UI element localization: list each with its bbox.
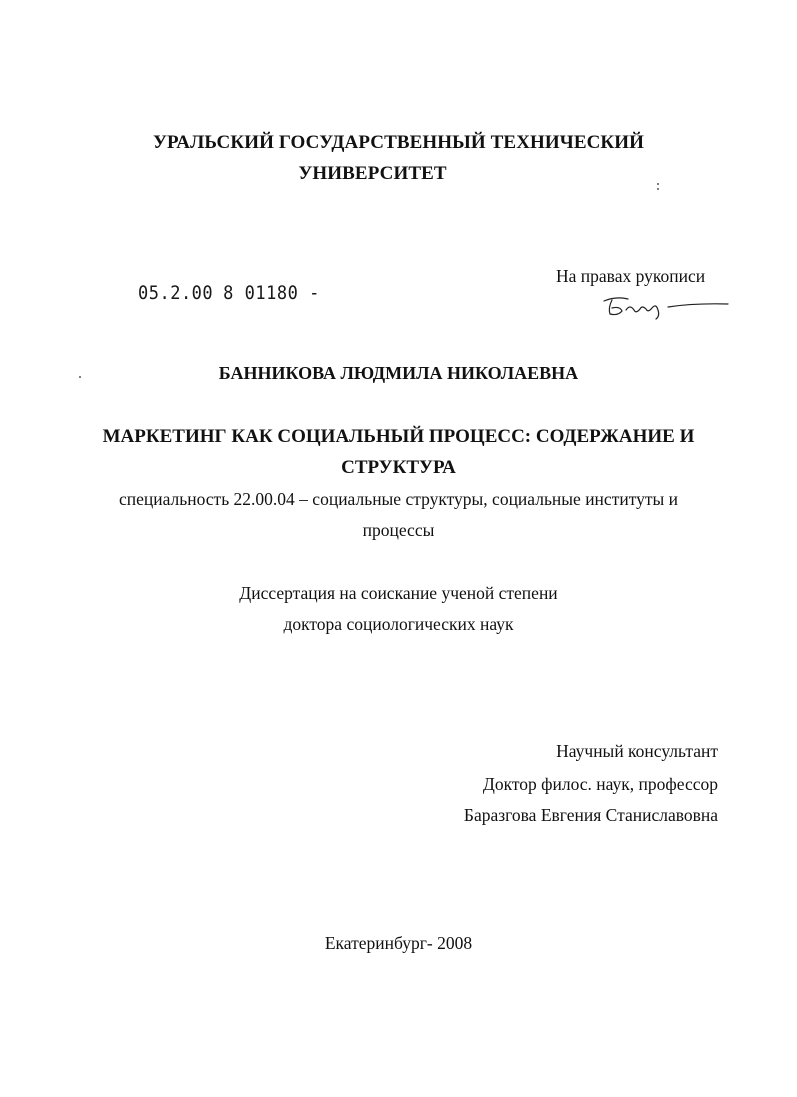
specialty-line2: процессы bbox=[362, 520, 435, 540]
author-name: БАННИКОВА ЛЮДМИЛА НИКОЛАЕВНА bbox=[218, 363, 579, 383]
consultant-name: Баразгова Евгения Станиславовна bbox=[463, 805, 718, 825]
consultant-role: Научный консультант bbox=[556, 741, 718, 761]
degree-line2: доктора социологических наук bbox=[283, 614, 514, 634]
university-name-line1: УРАЛЬСКИЙ ГОСУДАРСТВЕННЫЙ ТЕХНИЧЕСКИЙ bbox=[152, 132, 645, 153]
manuscript-rights-label: На правах рукописи bbox=[556, 266, 706, 286]
dissertation-title-line2: СТРУКТУРА bbox=[341, 457, 456, 478]
handwritten-signature bbox=[598, 292, 730, 322]
city-year: Екатеринбург- 2008 bbox=[324, 933, 473, 953]
scan-speck bbox=[657, 183, 659, 185]
scan-speck bbox=[657, 188, 659, 190]
archive-stamp-serial: 8 01180 bbox=[223, 282, 299, 305]
archive-stamp-number bbox=[138, 282, 320, 304]
specialty-line1: специальность 22.00.04 – социальные структуры, социальные институты и bbox=[118, 489, 679, 509]
archive-stamp-dash: - bbox=[309, 282, 320, 305]
degree-line1: Диссертация на соискание ученой степени bbox=[239, 583, 558, 603]
university-name-line2: УНИВЕРСИТЕТ bbox=[298, 163, 447, 184]
dissertation-title-line1: МАРКЕТИНГ КАК СОЦИАЛЬНЫЙ ПРОЦЕСС: СОДЕРЖАНИЕ И bbox=[102, 426, 695, 447]
consultant-title: Доктор филос. наук, профессор bbox=[482, 774, 718, 794]
archive-stamp-code: 05.2.00 bbox=[138, 282, 214, 305]
